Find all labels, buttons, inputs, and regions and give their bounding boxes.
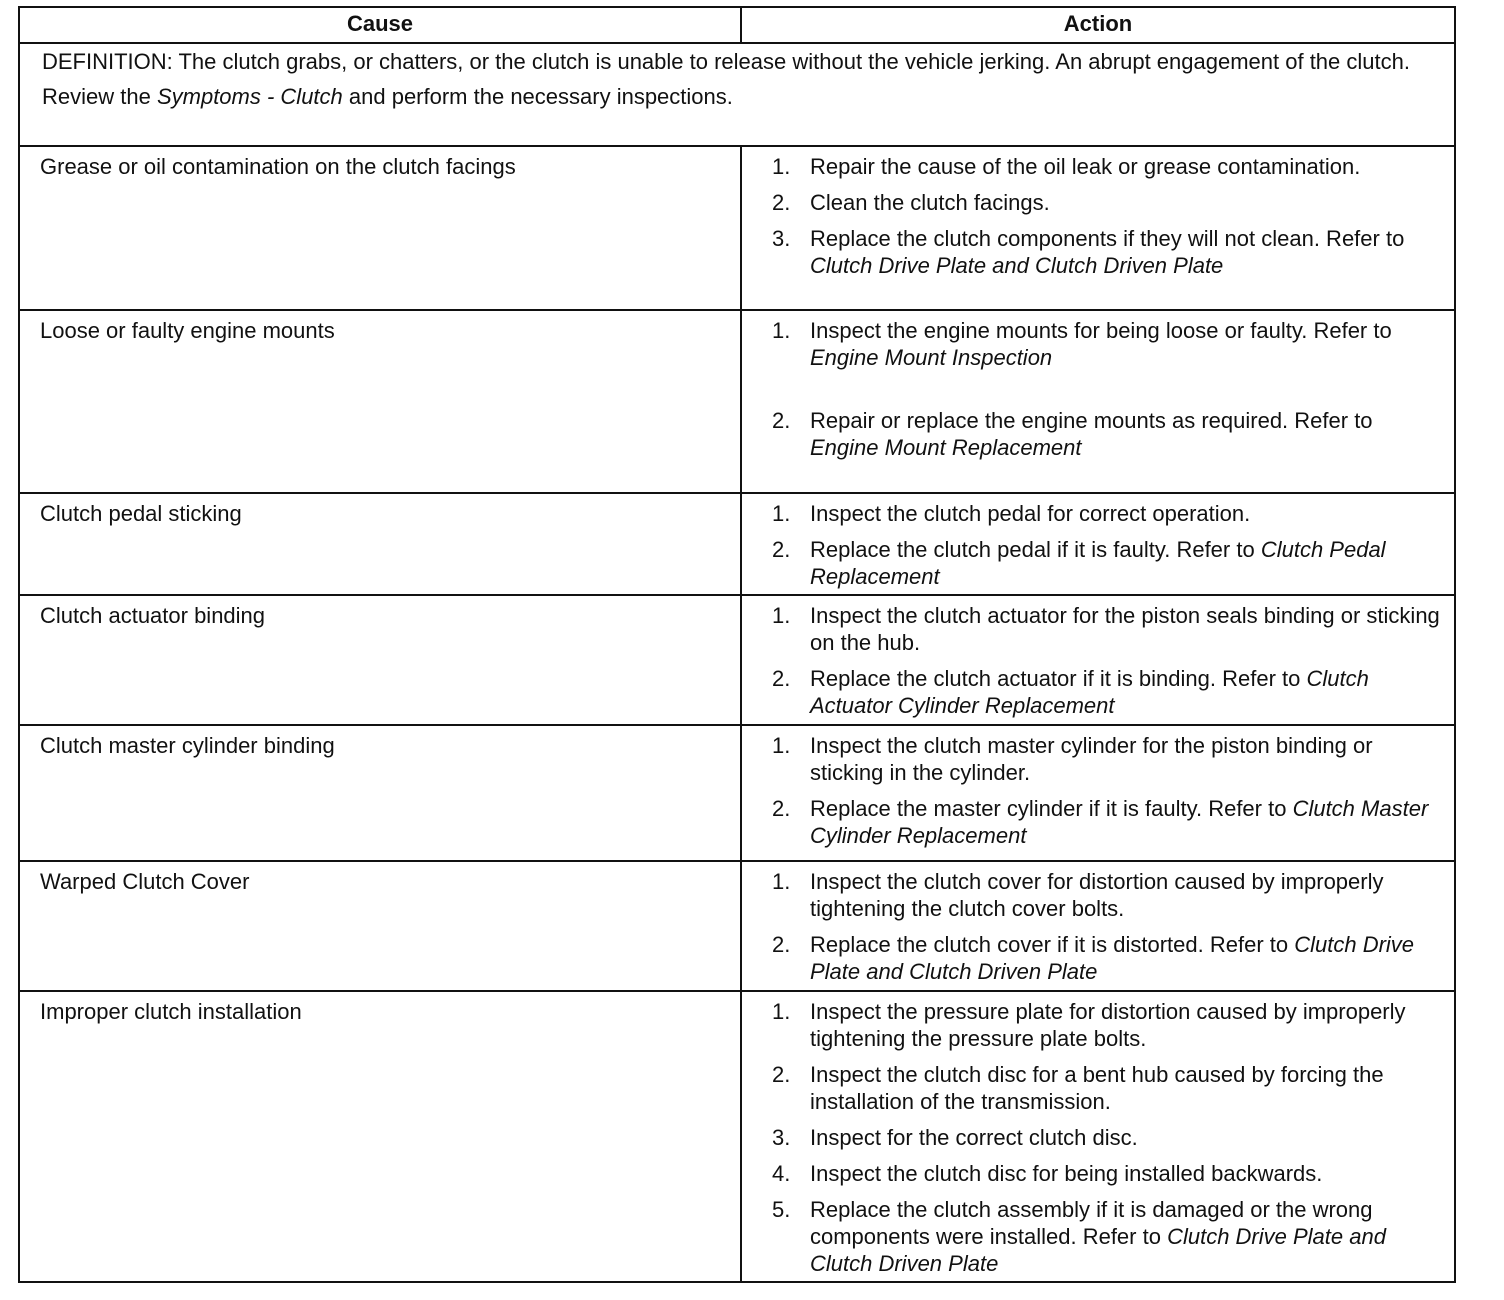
step-text: Repair or replace the engine mounts as required. Refer to — [810, 408, 1373, 433]
step-text: Replace the clutch cover if it is distorted. Refer to — [810, 932, 1295, 957]
step-number: 1. — [772, 154, 791, 179]
step-reference: Clutch Master Cylinder Replacement — [810, 796, 1429, 848]
step-text: Inspect the clutch cover for distortion caused by improperly tightening the clutch cover bolts. — [810, 869, 1384, 921]
action-cell — [741, 146, 1455, 310]
action-cell — [741, 595, 1455, 725]
diagnostic-table — [18, 6, 1456, 1283]
action-steps-list — [772, 317, 1446, 461]
step-number: 1. — [772, 999, 791, 1024]
step-number: 1. — [772, 733, 791, 758]
cause-header: Cause — [19, 7, 741, 43]
cause-cell: Grease or oil contamination on the clutch facings — [19, 146, 741, 310]
header-row — [19, 7, 1455, 43]
table-row — [19, 861, 1455, 991]
action-step — [772, 536, 1446, 590]
step-text: Repair the cause of the oil leak or grease contamination. — [810, 154, 1361, 179]
step-text: Inspect the clutch master cylinder for the piston binding or sticking in the cylinder. — [810, 733, 1373, 785]
action-steps-list — [772, 153, 1446, 279]
action-step — [772, 665, 1446, 719]
table-row — [19, 595, 1455, 725]
step-number: 5. — [772, 1197, 791, 1222]
step-text: Inspect for the correct clutch disc. — [810, 1125, 1138, 1150]
action-step — [772, 998, 1446, 1052]
cause-cell: Loose or faulty engine mounts — [19, 310, 741, 493]
step-text: Replace the clutch pedal if it is faulty. Refer to — [810, 537, 1261, 562]
symptoms-reference: Symptoms - Clutch — [156, 84, 343, 109]
step-number: 1. — [772, 603, 791, 628]
action-step — [772, 602, 1446, 656]
action-step — [772, 1124, 1446, 1151]
review-suffix: and perform the necessary inspections. — [342, 84, 733, 109]
action-cell — [741, 861, 1455, 991]
step-text: Replace the master cylinder if it is faulty. Refer to — [810, 796, 1293, 821]
action-step — [772, 732, 1446, 786]
step-text: Replace the clutch components if they will not clean. Refer to — [810, 226, 1405, 251]
step-reference: Engine Mount Inspection — [810, 345, 1053, 370]
table-row — [19, 146, 1455, 310]
step-number: 2. — [772, 1062, 791, 1087]
action-steps-list — [772, 732, 1446, 849]
step-text: Clean the clutch facings. — [810, 190, 1050, 215]
cause-cell: Improper clutch installation — [19, 991, 741, 1282]
action-step — [772, 795, 1446, 849]
step-number: 3. — [772, 1125, 791, 1150]
step-text: Inspect the clutch disc for a bent hub caused by forcing the installation of the transmission. — [810, 1062, 1384, 1114]
action-header: Action — [741, 7, 1455, 43]
step-number: 2. — [772, 932, 791, 957]
action-steps-list — [772, 868, 1446, 985]
step-reference: Clutch Pedal Replacement — [810, 537, 1386, 589]
step-reference: Clutch Drive Plate and Clutch Driven Plate — [810, 253, 1224, 278]
step-reference: Clutch Drive Plate and Clutch Driven Plate — [810, 1224, 1386, 1276]
step-text: Replace the clutch actuator if it is binding. Refer to — [810, 666, 1307, 691]
step-reference: Clutch Drive Plate and Clutch Driven Plate — [810, 932, 1415, 984]
step-number: 2. — [772, 666, 791, 691]
definition-text: DEFINITION: The clutch grabs, or chatters, or the clutch is unable to release without the vehicle jerking. An abrupt engagement of the clutch. — [42, 49, 1410, 74]
step-number: 1. — [772, 501, 791, 526]
action-step — [772, 868, 1446, 922]
action-cell — [741, 725, 1455, 861]
action-cell — [741, 310, 1455, 493]
definition-row — [19, 43, 1455, 146]
table-row — [19, 310, 1455, 493]
action-step — [772, 407, 1446, 461]
step-number: 2. — [772, 537, 791, 562]
definition-cell — [19, 43, 1455, 146]
cause-cell: Warped Clutch Cover — [19, 861, 741, 991]
action-step — [772, 317, 1446, 371]
action-cell — [741, 493, 1455, 595]
cause-cell: Clutch master cylinder binding — [19, 725, 741, 861]
step-text: Replace the clutch assembly if it is damaged or the wrong components were installed. Refer to — [810, 1197, 1373, 1249]
step-number: 1. — [772, 869, 791, 894]
step-number: 2. — [772, 796, 791, 821]
step-number: 2. — [772, 190, 791, 215]
table-row — [19, 991, 1455, 1282]
action-step — [772, 500, 1446, 527]
cause-cell: Clutch pedal sticking — [19, 493, 741, 595]
step-number: 2. — [772, 408, 791, 433]
action-step — [772, 189, 1446, 216]
action-steps-list — [772, 602, 1446, 719]
review-text — [42, 83, 1432, 110]
action-cell — [741, 991, 1455, 1282]
cause-cell: Clutch actuator binding — [19, 595, 741, 725]
step-number: 4. — [772, 1161, 791, 1186]
step-reference: Engine Mount Replacement — [810, 435, 1082, 460]
step-text: Inspect the clutch pedal for correct operation. — [810, 501, 1251, 526]
table-row — [19, 725, 1455, 861]
action-step — [772, 931, 1446, 985]
action-step — [772, 225, 1446, 279]
action-step — [772, 153, 1446, 180]
step-text: Inspect the clutch disc for being installed backwards. — [810, 1161, 1323, 1186]
table-row — [19, 493, 1455, 595]
review-prefix: Review the — [42, 84, 157, 109]
action-step — [772, 1160, 1446, 1187]
action-steps-list — [772, 500, 1446, 590]
step-text: Inspect the pressure plate for distortion caused by improperly tightening the pressure plate bolts. — [810, 999, 1406, 1051]
step-text: Inspect the clutch actuator for the piston seals binding or sticking on the hub. — [810, 603, 1440, 655]
action-step — [772, 1196, 1446, 1277]
action-steps-list — [772, 998, 1446, 1277]
step-number: 1. — [772, 318, 791, 343]
action-step — [772, 1061, 1446, 1115]
step-reference: Clutch Actuator Cylinder Replacement — [810, 666, 1369, 718]
step-text: Inspect the engine mounts for being loose or faulty. Refer to — [810, 318, 1392, 343]
step-number: 3. — [772, 226, 791, 251]
